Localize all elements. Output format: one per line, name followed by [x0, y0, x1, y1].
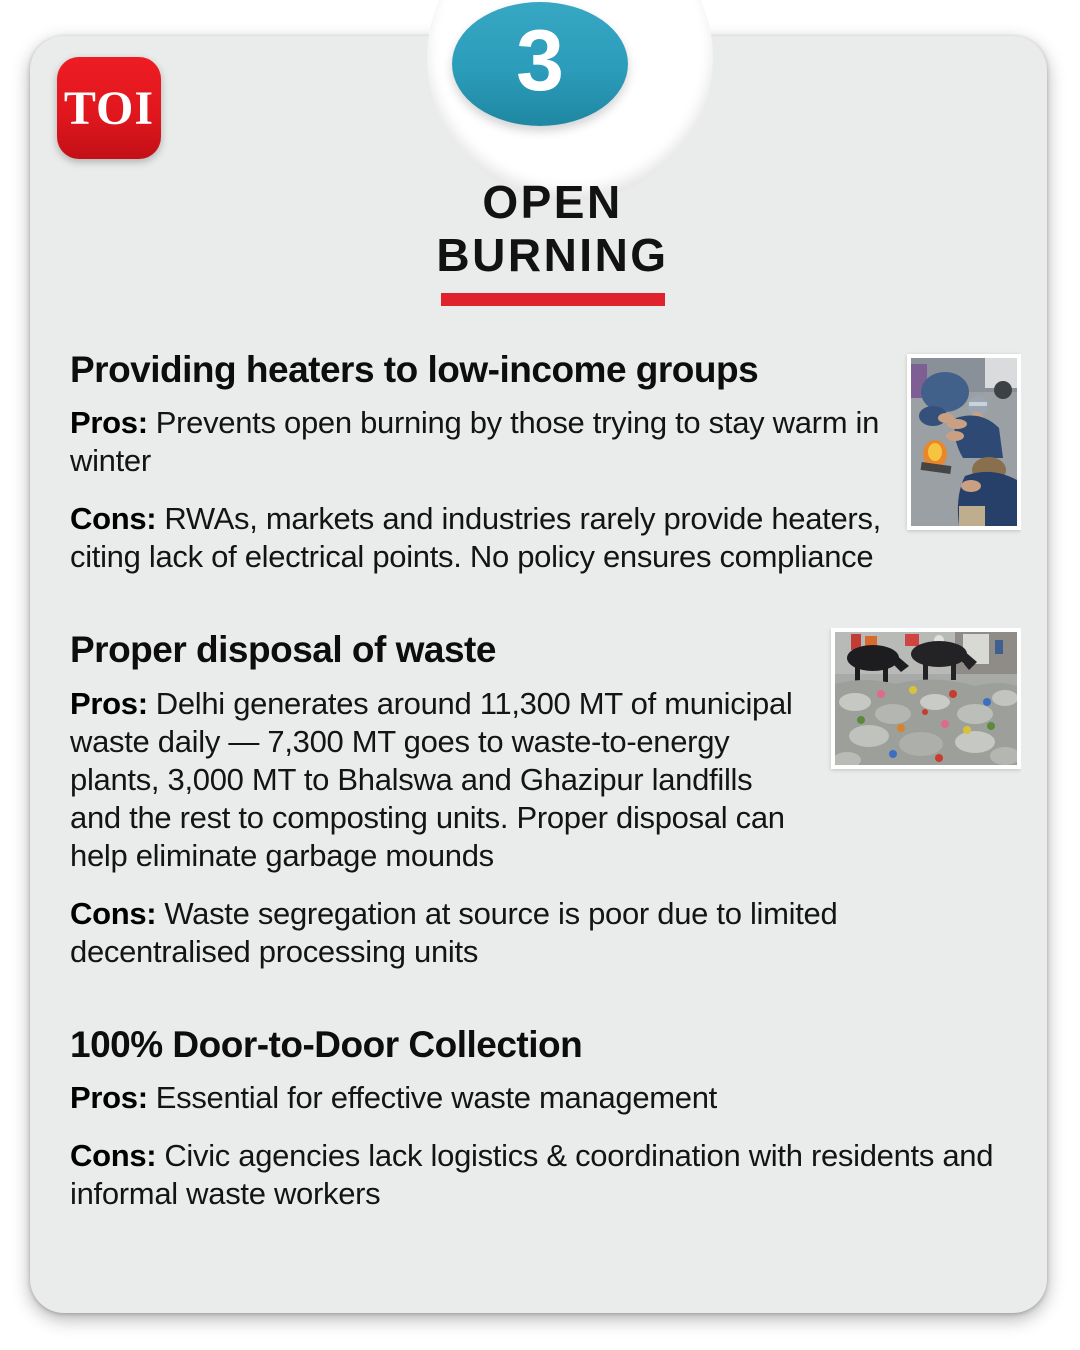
- cons-text: Cons: Waste segregation at source is poor due to limited decentralised processing units: [70, 895, 838, 969]
- page-title-line-2: BURNING: [436, 229, 669, 281]
- section-heading: 100% Door-to-Door Collection: [70, 1023, 583, 1065]
- toi-logo: [57, 57, 161, 159]
- cattle-garbage-image: [835, 632, 1017, 765]
- content: [70, 348, 1021, 1265]
- title-underline: [441, 293, 665, 306]
- pros-label: Pros:: [70, 685, 148, 721]
- pros-text: Pros: Prevents open burning by those trying to stay warm in winter: [70, 405, 880, 479]
- cons-text: Cons: RWAs, markets and industries rarely provide heaters, citing lack of electrical points. No policy ensures compliance: [70, 501, 881, 575]
- photo-people-warming-by-fire: [907, 354, 1021, 530]
- section-heading: Providing heaters to low-income groups: [70, 349, 759, 390]
- infographic-card: [30, 13, 1047, 1313]
- pros-text: Pros: Essential for effective waste management: [70, 1080, 717, 1116]
- cons-label: Cons:: [70, 895, 157, 931]
- badge-number: 3: [516, 13, 564, 109]
- section-waste-disposal: [70, 628, 1021, 970]
- cons-text: Cons: Civic agencies lack logistics & coordination with residents and informal waste workers: [70, 1138, 994, 1212]
- section-heading: Proper disposal of waste: [70, 629, 496, 671]
- section-providing-heaters: [70, 348, 1021, 576]
- cons-label: Cons:: [70, 501, 157, 537]
- people-fire-image: [911, 358, 1017, 526]
- cons-label: Cons:: [70, 1138, 157, 1174]
- section-door-to-door-collection: [70, 1023, 1021, 1213]
- number-badge: [452, 2, 628, 126]
- page-title-line-1: OPEN: [482, 176, 623, 228]
- pros-label: Pros:: [70, 1080, 148, 1116]
- photo-cattle-on-garbage: [831, 628, 1021, 769]
- pros-text: Pros: Delhi generates around 11,300 MT of municipal waste daily — 7,300 MT goes to waste-to-energy plants, 3,000 MT to Bhalswa and Ghazipur landfills and the rest to composting units. Proper disposal can help eliminate garbage mounds: [70, 685, 793, 873]
- toi-logo-text: TOI: [63, 81, 155, 135]
- pros-label: Pros:: [70, 405, 148, 441]
- header: [30, 176, 1047, 306]
